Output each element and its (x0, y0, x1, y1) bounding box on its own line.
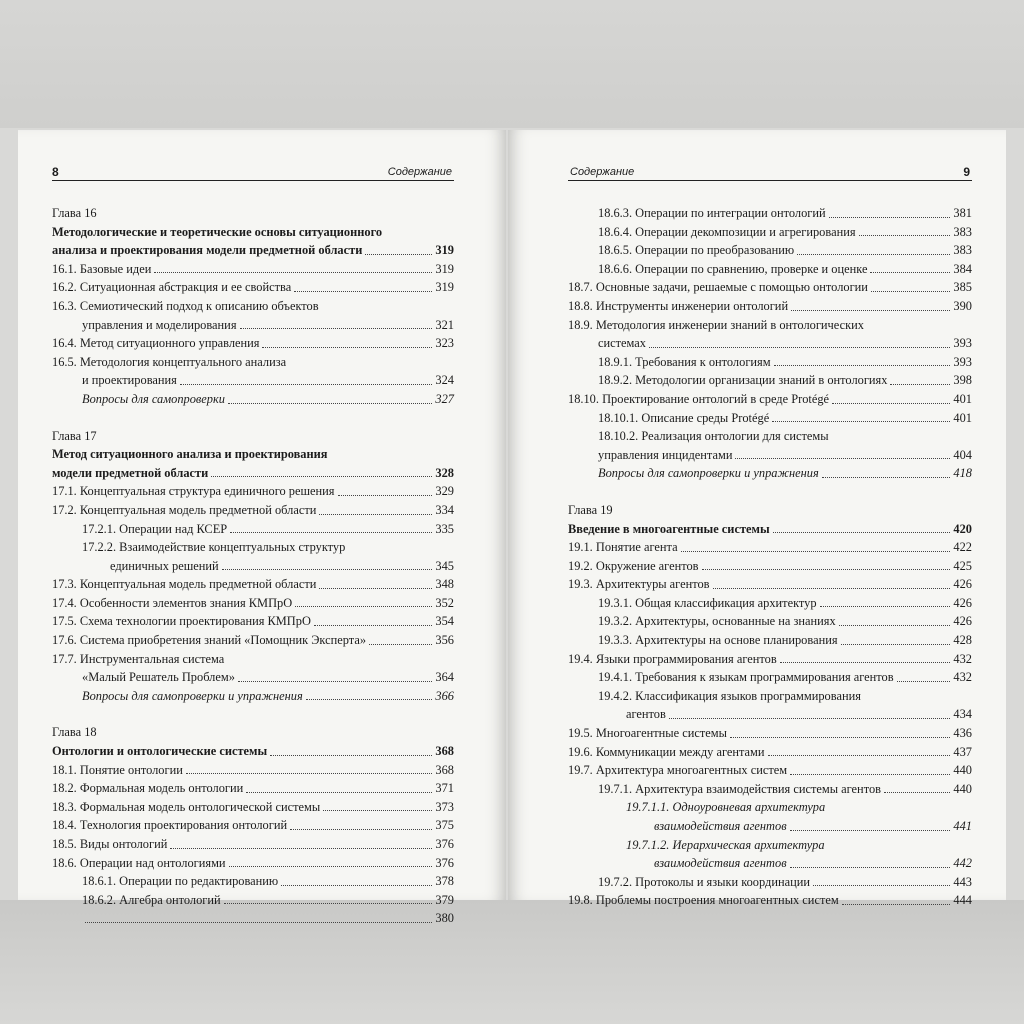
dot-leader (890, 384, 950, 385)
toc-entry-title: 19.7.2. Протоколы и языки координации (598, 874, 810, 889)
dot-leader (832, 403, 950, 404)
toc-page-number: 383 (953, 243, 972, 258)
toc-entry (568, 241, 972, 260)
toc-entry (52, 835, 454, 854)
toc-entry (52, 334, 454, 353)
toc-entry (52, 501, 454, 520)
toc-entry (568, 538, 972, 557)
dot-leader (768, 755, 951, 756)
toc-entry (568, 817, 972, 836)
toc-entry (52, 316, 454, 335)
toc-entry (568, 891, 972, 910)
toc-entry (568, 446, 972, 465)
toc-page-number: 436 (953, 726, 972, 741)
dot-leader (222, 569, 433, 570)
dot-leader (229, 866, 433, 867)
toc-page-number: 324 (435, 373, 454, 388)
toc-entry-title: 18.6.4. Операции декомпозиции и агрегирования (598, 224, 856, 239)
toc-entry (568, 854, 972, 873)
toc-entry-title: взаимодействия агентов (654, 819, 787, 833)
toc-page-number: 335 (435, 521, 454, 536)
toc-entry-line: 16.5. Методология концептуального анализа (52, 354, 287, 369)
toc-entry-title: 18.6.5. Операции по преобразованию (598, 243, 795, 258)
chapter-heading: Глава 17 (52, 428, 97, 443)
toc-page-number: 401 (953, 410, 972, 425)
dot-leader (790, 774, 950, 775)
toc-entry (568, 761, 972, 780)
dot-leader (186, 773, 433, 774)
toc-page-number: 378 (435, 874, 454, 889)
toc-entry (568, 371, 972, 390)
toc-page-number: 334 (435, 502, 454, 517)
dot-leader (246, 792, 432, 793)
toc-entry-title: 18.1. Понятие онтологии (52, 762, 183, 777)
toc-entry (52, 241, 454, 260)
toc-entry-title: 17.1. Концептуальная структура единичного решения (52, 484, 335, 499)
toc-entry (568, 297, 972, 316)
toc-page-number: 425 (953, 558, 972, 573)
toc-entry (52, 854, 454, 873)
toc-entry (52, 872, 454, 891)
toc-entry (52, 668, 454, 687)
chapter-heading: Глава 18 (52, 725, 97, 740)
toc-page-number: 426 (953, 614, 972, 629)
toc-entry-line: 17.2.2. Взаимодействие концептуальных структур (82, 540, 346, 555)
toc-entry-title: 19.3.3. Архитектуры на основе планирования (598, 633, 838, 648)
dot-leader (295, 606, 432, 607)
dot-leader (772, 421, 950, 422)
toc-page-number: 426 (953, 577, 972, 592)
toc-page-number: 383 (953, 224, 972, 239)
toc-entry (52, 631, 454, 650)
toc-entry (568, 743, 972, 762)
right-running-title: Содержание (570, 166, 635, 178)
dot-leader (713, 588, 951, 589)
dot-leader (820, 606, 951, 607)
toc-entry-title: 17.6. Система приобретения знаний «Помощник Эксперта» (52, 633, 367, 648)
toc-entry-title: 17.4. Особенности элементов знания КМПрО (52, 595, 293, 610)
dot-leader (365, 254, 432, 255)
toc-entry (568, 631, 972, 650)
dot-leader (238, 681, 433, 682)
toc-page-number: 373 (435, 799, 454, 814)
toc-page-number: 440 (953, 781, 972, 796)
dot-leader (791, 310, 950, 311)
dot-leader (211, 476, 432, 477)
toc-page-number: 401 (953, 391, 972, 406)
toc-entry-title: 18.6.2. Алгебра онтологий (82, 892, 221, 907)
dot-leader (319, 588, 432, 589)
toc-entry-title: анализа и проектирования модели предметной области (52, 243, 363, 258)
toc-entry-title: 19.3. Архитектуры агентов (568, 577, 710, 592)
photo-backdrop-top (0, 0, 1024, 128)
toc-entry (52, 891, 454, 910)
toc-page-number: 376 (435, 855, 454, 870)
chapter-heading: Глава 16 (52, 206, 97, 220)
dot-leader (681, 551, 951, 552)
chapter-heading: Глава 19 (568, 502, 613, 517)
toc-entry-title: Вопросы для самопроверки и упражнения (82, 688, 303, 703)
toc-page-number: 432 (953, 651, 972, 666)
toc-page-number: 384 (953, 261, 972, 276)
toc-page-number: 319 (435, 280, 454, 295)
toc-entry (52, 260, 454, 279)
dot-leader (270, 755, 432, 756)
dot-leader (813, 885, 950, 886)
toc-entry (568, 204, 972, 223)
toc-entry-line: 19.7.1.1. Одноуровневая архитектура (626, 800, 826, 815)
toc-entry (568, 409, 972, 428)
toc-entry-title: 19.8. Проблемы построения многоагентных систем (568, 893, 839, 908)
toc-entry-title: управления инцидентами (598, 447, 733, 462)
toc-page-number: 371 (435, 781, 454, 796)
dot-leader (649, 347, 950, 348)
toc-page-number: 321 (435, 317, 454, 332)
dot-leader (702, 569, 951, 570)
toc-entry (568, 557, 972, 576)
toc-entry-title: «Малый Решатель Проблем» (82, 670, 235, 685)
toc-entry-title: 19.4. Языки программирования агентов (568, 651, 777, 666)
dot-leader (842, 904, 951, 905)
toc-page-number: 404 (953, 447, 972, 462)
dot-leader (897, 681, 951, 682)
toc-entry (568, 223, 972, 242)
chapter-title: Метод ситуационного анализа и проектирования (52, 447, 328, 462)
toc-entry-title: 18.10.1. Описание среды Protégé (598, 410, 770, 425)
toc-entry-title: 18.9.1. Требования к онтологиям (598, 354, 771, 369)
dot-leader (154, 272, 432, 273)
toc-entry-title: 18.5. Виды онтологий (52, 837, 168, 851)
dot-leader (790, 830, 951, 831)
dot-leader (774, 365, 951, 366)
toc-entry (568, 278, 972, 297)
toc-entry (52, 575, 454, 594)
dot-leader (841, 644, 951, 645)
toc-entry (568, 520, 972, 539)
toc-entry-title: единичных решений (110, 558, 219, 573)
toc-entry (52, 557, 454, 576)
toc-page-number: 368 (435, 762, 454, 777)
toc-page-number: 354 (435, 614, 454, 629)
toc-entry-title: 16.4. Метод ситуационного управления (52, 336, 260, 351)
toc-entry-title: 18.6.1. Операции по редактированию (82, 874, 279, 889)
toc-page-number: 368 (435, 744, 454, 759)
toc-page-number: 327 (435, 391, 454, 406)
toc-entry-title: 18.6.3. Операции по интеграции онтологий (598, 206, 826, 220)
toc-entry-title: 17.5. Схема технологии проектирования КМПрО (52, 614, 311, 629)
toc-entry-line: 16.3. Семиотический подход к описанию объектов (52, 298, 319, 313)
toc-page-number: 390 (953, 298, 972, 313)
left-running-title: Содержание (387, 166, 452, 178)
toc-entry-title: 17.2.1. Операции над КСЕР (82, 521, 228, 536)
toc-entry (568, 260, 972, 279)
toc-page-number: 379 (435, 892, 454, 907)
toc-page-number: 385 (953, 280, 972, 295)
toc-entry (568, 464, 972, 483)
toc-page-number: 348 (435, 577, 454, 592)
toc-entry-line: 18.9. Методология инженерии знаний в онтологических (568, 317, 864, 332)
toc-page-number: 319 (435, 243, 454, 258)
dot-leader (85, 922, 432, 923)
toc-entry-title: 19.1. Понятие агента (568, 540, 678, 555)
toc-entry (568, 780, 972, 799)
toc-entry-title: взаимодействия агентов (654, 856, 787, 871)
toc-page-number: 426 (953, 595, 972, 610)
toc-page-number: 329 (435, 484, 454, 499)
toc-entry (52, 482, 454, 501)
toc-entry-title: управления и моделирования (82, 317, 237, 332)
toc-page-number: 393 (953, 336, 972, 351)
dot-leader (797, 254, 950, 255)
toc-page-number: 376 (435, 837, 454, 851)
toc-entry-line: 17.7. Инструментальная система (52, 651, 225, 666)
dot-leader (669, 718, 951, 719)
dot-leader (224, 903, 433, 904)
toc-page-number: 420 (953, 521, 972, 536)
dot-leader (240, 328, 433, 329)
toc-page-number: 442 (953, 856, 972, 871)
toc-page-number: 398 (953, 373, 972, 388)
toc-entry-title: 19.7. Архитектура многоагентных систем (568, 763, 788, 778)
dot-leader (773, 532, 951, 533)
dot-leader (262, 347, 432, 348)
toc-entry-title: 18.8. Инструменты инженерии онтологий (568, 298, 789, 313)
dot-leader (294, 291, 432, 292)
dot-leader (170, 848, 432, 849)
toc-entry-title: 19.6. Коммуникации между агентами (568, 744, 765, 759)
toc-entry (568, 612, 972, 631)
dot-leader (323, 810, 432, 811)
dot-leader (884, 792, 950, 793)
toc-entry (52, 390, 454, 409)
toc-page-number: 380 (435, 911, 454, 926)
toc-entry-title: Введение в многоагентные системы (568, 521, 770, 536)
toc-entry (568, 668, 972, 687)
toc-page-number: 366 (435, 688, 454, 703)
toc-entry (52, 520, 454, 539)
dot-leader (230, 532, 432, 533)
toc-entry-title: Вопросы для самопроверки и упражнения (598, 466, 819, 481)
dot-leader (870, 272, 950, 273)
toc-entry (52, 779, 454, 798)
dot-leader (338, 495, 433, 496)
toc-entry-title: 17.3. Концептуальная модель предметной области (52, 577, 317, 592)
toc-entry-title: 17.2. Концептуальная модель предметной области (52, 502, 317, 517)
right-page-number: 9 (963, 165, 970, 179)
toc-page-number: 441 (953, 819, 972, 833)
toc-page-number: 443 (953, 874, 972, 889)
toc-page-number: 356 (435, 633, 454, 648)
right-toc-column (568, 204, 972, 910)
toc-entry-title: 18.3. Формальная модель онтологической системы (52, 799, 321, 814)
dot-leader (228, 403, 432, 404)
toc-page-number: 418 (953, 466, 972, 481)
toc-page-number: 323 (435, 336, 454, 351)
toc-entry-title: 18.10. Проектирование онтологий в среде Protégé (568, 391, 830, 406)
toc-page-number: 345 (435, 558, 454, 573)
dot-leader (180, 384, 433, 385)
chapter-title: Методологические и теоретические основы ситуационного (52, 224, 383, 239)
dot-leader (859, 235, 951, 236)
dot-leader (839, 625, 951, 626)
toc-page-number: 328 (435, 465, 454, 480)
dot-leader (735, 458, 950, 459)
toc-entry (52, 371, 454, 390)
left-page-number: 8 (52, 165, 59, 179)
toc-page-number: 393 (953, 354, 972, 369)
toc-page-number: 375 (435, 818, 454, 833)
toc-page-number: 381 (953, 206, 972, 220)
dot-leader (369, 644, 432, 645)
toc-entry (568, 873, 972, 892)
toc-entry-title: 19.7.1. Архитектура взаимодействия системы агентов (598, 781, 881, 796)
toc-page-number: 432 (953, 670, 972, 685)
right-running-head (568, 158, 972, 181)
toc-entry-title: 18.4. Технология проектирования онтологий (52, 818, 288, 833)
toc-page-number: 319 (435, 261, 454, 276)
toc-page-number: 364 (435, 670, 454, 685)
toc-entry-title: 18.2. Формальная модель онтологии (52, 781, 244, 796)
toc-entry (568, 390, 972, 409)
toc-page-number: 440 (953, 763, 972, 778)
toc-entry-title: Вопросы для самопроверки (82, 391, 225, 406)
dot-leader (319, 514, 432, 515)
toc-entry (568, 353, 972, 372)
toc-page-number: 437 (953, 744, 972, 759)
toc-entry-title: 18.6.6. Операции по сравнению, проверке и оценке (598, 261, 868, 276)
toc-entry (52, 594, 454, 613)
dot-leader (871, 291, 950, 292)
toc-entry-line: 19.4.2. Классификация языков программирования (598, 688, 861, 703)
toc-entry (52, 816, 454, 835)
toc-entry (52, 278, 454, 297)
toc-entry-title: системах (598, 336, 646, 351)
dot-leader (306, 699, 433, 700)
dot-leader (314, 625, 433, 626)
toc-entry-title: 19.4.1. Требования к языкам программирования агентов (598, 670, 894, 685)
toc-entry (568, 650, 972, 669)
toc-entry (52, 761, 454, 780)
toc-page-number: 428 (953, 633, 972, 648)
toc-entry (52, 742, 454, 761)
toc-entry-title: 18.7. Основные задачи, решаемые с помощью онтологии (568, 280, 868, 295)
toc-entry-line: 19.7.1.2. Иерархическая архитектура (626, 837, 825, 852)
left-running-head (52, 158, 454, 181)
dot-leader (290, 829, 432, 830)
toc-entry (568, 334, 972, 353)
toc-page-number: 434 (953, 707, 972, 722)
toc-entry (52, 687, 454, 706)
dot-leader (780, 662, 951, 663)
toc-entry-title: агентов (626, 707, 666, 722)
left-toc-column (52, 204, 454, 928)
dot-leader (790, 867, 951, 868)
dot-leader (822, 477, 951, 478)
toc-entry (568, 594, 972, 613)
toc-entry-title: 16.2. Ситуационная абстракция и ее свойства (52, 280, 292, 295)
toc-entry-title: модели предметной области (52, 465, 209, 480)
toc-page-number: 444 (953, 893, 972, 908)
toc-entry (568, 705, 972, 724)
dot-leader (730, 737, 950, 738)
toc-entry (52, 464, 454, 483)
toc-entry (568, 724, 972, 743)
toc-page-number: 352 (435, 595, 454, 610)
toc-entry-title: 18.9.2. Методологии организации знаний в онтологиях (598, 373, 888, 388)
toc-entry-title: 18.6. Операции над онтологиями (52, 855, 226, 870)
toc-page-number: 422 (953, 540, 972, 555)
toc-entry-line: 18.10.2. Реализация онтологии для системы (598, 429, 829, 444)
toc-entry (52, 909, 454, 928)
toc-entry-title: 19.5. Многоагентные системы (568, 726, 727, 741)
toc-entry (568, 575, 972, 594)
toc-entry-title: 16.1. Базовые идеи (52, 261, 152, 276)
toc-entry-title: 19.2. Окружение агентов (568, 558, 699, 573)
toc-entry (52, 798, 454, 817)
toc-entry-title: 19.3.2. Архитектуры, основанные на знаниях (598, 614, 836, 629)
toc-entry-title: и проектирования (82, 373, 177, 388)
dot-leader (281, 885, 432, 886)
dot-leader (829, 217, 951, 218)
toc-entry (52, 612, 454, 631)
toc-entry-title: Онтологии и онтологические системы (52, 744, 268, 759)
toc-entry-title: 19.3.1. Общая классификация архитектур (598, 595, 817, 610)
